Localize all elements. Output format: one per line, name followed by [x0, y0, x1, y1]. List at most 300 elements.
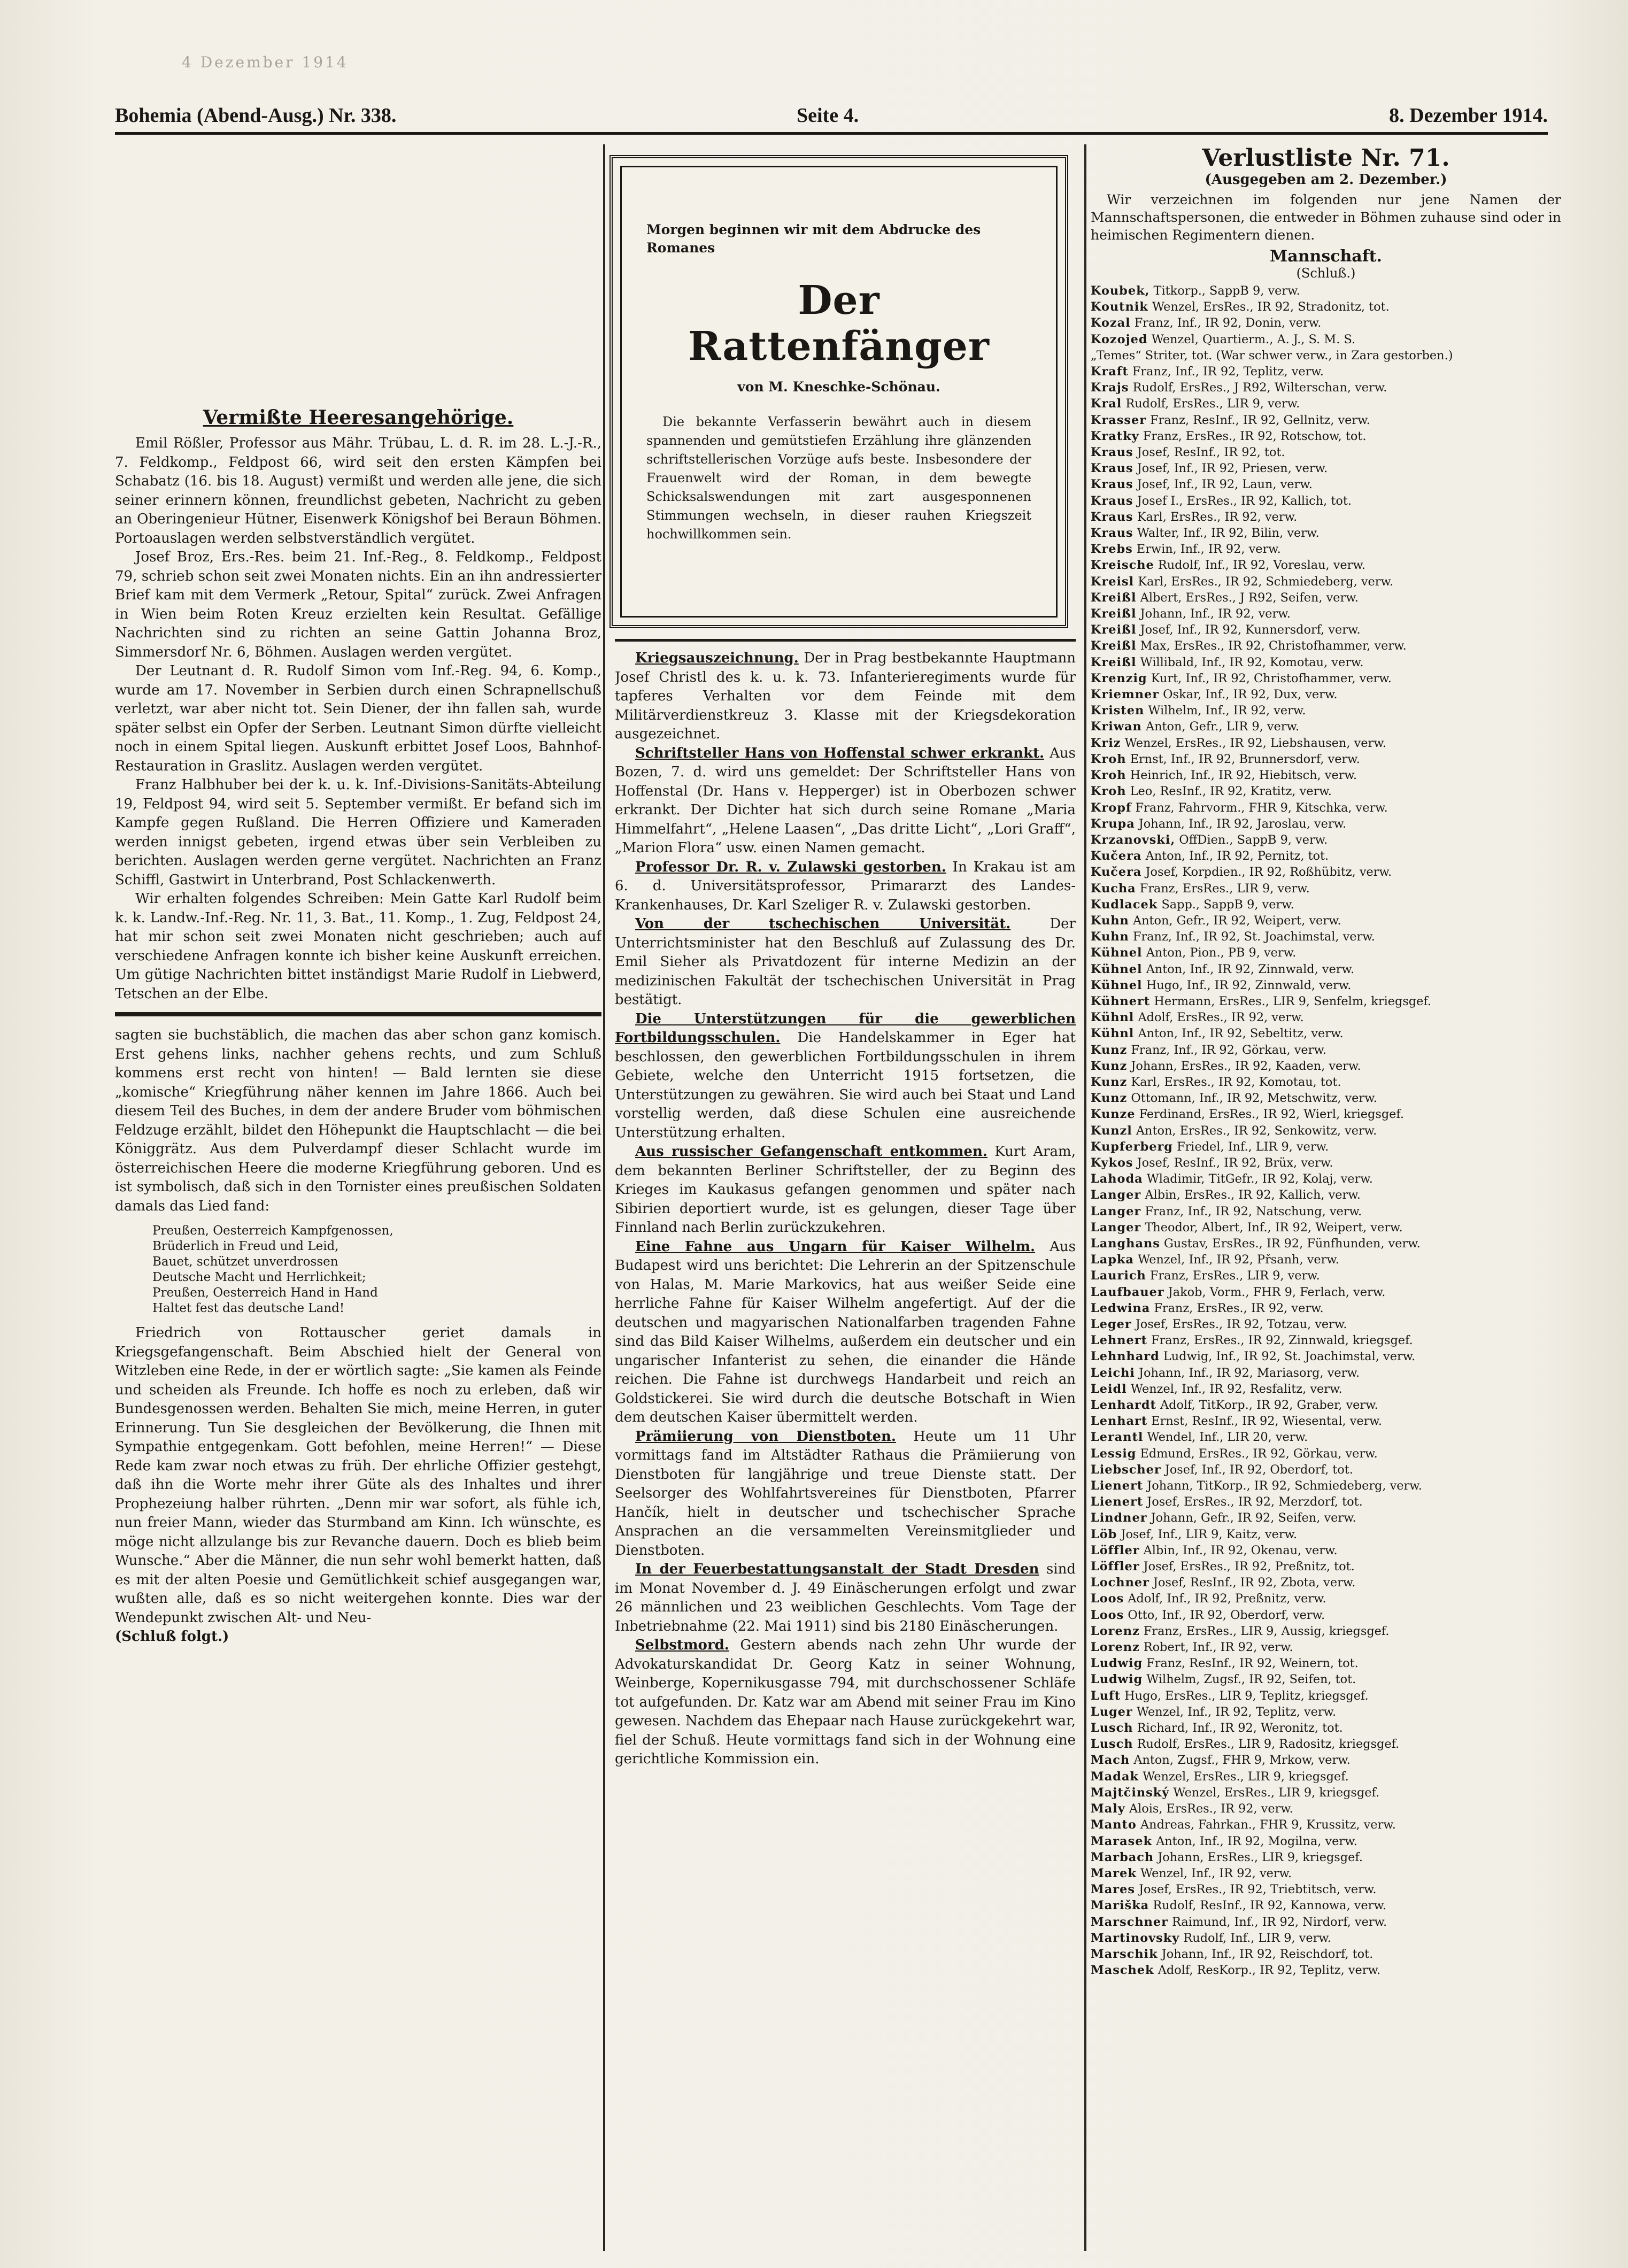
- casualty-surname: Mares: [1091, 1883, 1135, 1897]
- casualty-surname: Kunze: [1091, 1107, 1136, 1122]
- casualty-details: Rudolf, Inf., IR 92, Voreslau, verw.: [1158, 558, 1365, 573]
- casualty-entry: [1091, 493, 1561, 509]
- casualty-entry: [1091, 1785, 1561, 1801]
- casualty-entry: [1091, 509, 1561, 525]
- casualty-details: Titkorp., SappB 9, verw.: [1153, 284, 1300, 298]
- casualty-details: Josef, ErsRes., IR 92, Triebtitsch, verw.: [1139, 1883, 1377, 1897]
- section-heading: Mannschaft.: [1270, 247, 1382, 266]
- announcement-intro: Morgen beginnen wir mit dem Abdrucke des Romanes: [646, 222, 981, 256]
- casualty-entry: [1091, 1930, 1561, 1946]
- section-subheading: (Schluß.): [1296, 266, 1356, 281]
- casualty-entry: [1091, 864, 1561, 880]
- missing-soldier-notice: Wir erhalten folgendes Schreiben: Mein Gatte Karl Rudolf beim k. k. Landw.-Inf.-Reg. Nr. 11, 3. Bat., 11. Komp., 1. Zug, Feldpost 24, hat mir schon seit zwei Monaten nicht geschrieben; auch auf verschiedene Anfragen konnte ich bisher keine Auskunft erreichen. Um gütige Nachrichten bittet inständigst Marie Rudolf in Liebwerd, Tetschen an der Elbe.: [115, 891, 601, 1002]
- casualty-surname: Lerantl: [1091, 1430, 1144, 1445]
- casualty-entry: [1091, 428, 1561, 444]
- casualty-surname: Kreißl: [1091, 623, 1137, 637]
- casualty-surname: Lorenz: [1091, 1640, 1140, 1655]
- casualty-surname: Lessig: [1091, 1446, 1137, 1461]
- page-header: [115, 101, 1548, 135]
- casualty-entry: [1091, 1817, 1561, 1833]
- news-text: In Krakau ist am 6. d. Universitätsprofessor, Primararzt des Landes-Krankenhauses, Dr. Karl Szeliger R. v. Zulawski gestorben.: [615, 859, 1076, 913]
- casualty-entry: [1091, 735, 1561, 751]
- casualty-surname: Kral: [1091, 397, 1122, 411]
- news-lede: Von der tschechischen Universität.: [635, 916, 1011, 932]
- casualty-details: Albert, ErsRes., J R92, Seifen, verw.: [1140, 590, 1359, 605]
- casualty-entry: [1091, 299, 1561, 315]
- casualty-entry: [1091, 1139, 1561, 1155]
- casualty-surname: Majtčinský: [1091, 1785, 1170, 1800]
- casualty-entry: [1091, 816, 1561, 832]
- casualty-surname: Marasek: [1091, 1834, 1152, 1848]
- casualty-details: Wenzel, ErsRes., IR 92, Stradonitz, tot.: [1152, 300, 1390, 314]
- casualty-details: Adolf, ResKorp., IR 92, Teplitz, verw.: [1158, 1963, 1381, 1978]
- casualty-details: Heinrich, Inf., IR 92, Hiebitsch, verw.: [1130, 768, 1357, 783]
- casualty-details: Anton, Inf., IR 92, Mogilna, verw.: [1156, 1834, 1357, 1848]
- novel-author: von M. Kneschke-Schönau.: [737, 379, 940, 395]
- casualty-details: Franz, ErsRes., LIR 9, Aussig, kriegsgef.: [1143, 1624, 1390, 1638]
- casualty-details: Josef, ErsRes., IR 92, Totzau, verw.: [1135, 1317, 1347, 1331]
- casualty-details: Anton, Gefr., IR 92, Weipert, verw.: [1132, 913, 1341, 928]
- casualty-entry: [1091, 380, 1561, 396]
- casualty-entry: [1091, 1155, 1561, 1171]
- casualty-surname: Lusch: [1091, 1737, 1133, 1752]
- casualty-entry: [1091, 1494, 1561, 1510]
- news-text: Der in Prag bestbekannte Hauptmann Josef Christl des k. u. k. 73. Infanterieregiments wurde für tapferes Verhalten vor dem Feinde mit dem Militärverdienstkreuz 3. Klasse mit der Kriegsdekoration ausgezeichnet.: [615, 650, 1076, 742]
- casualty-details: Raimund, Inf., IR 92, Nirdorf, verw.: [1172, 1915, 1387, 1929]
- casualty-details: OffDien., SappB 9, verw.: [1179, 832, 1328, 847]
- casualty-entry: [1091, 1671, 1561, 1687]
- news-lede: Die Unterstützungen für die gewerblichen Fortbildungsschulen.: [615, 1010, 1076, 1046]
- casualty-surname: Maschek: [1091, 1963, 1154, 1978]
- casualty-entry: [1091, 1462, 1561, 1478]
- casualty-entry: [1091, 1526, 1561, 1542]
- casualty-entry: [1091, 444, 1561, 460]
- casualty-details: Willibald, Inf., IR 92, Komotau, verw.: [1140, 655, 1364, 669]
- casualty-entry: [1091, 703, 1561, 719]
- casualty-details: Ludwig, Inf., IR 92, St. Joachimstal, verw.: [1163, 1349, 1416, 1364]
- casualty-surname: Mach: [1091, 1753, 1130, 1768]
- to-be-continued: (Schluß folgt.): [115, 1629, 229, 1645]
- casualty-details: Franz, Fahrvorm., FHR 9, Kitschka, verw.: [1135, 800, 1388, 815]
- casualty-details: Anton, Inf., IR 92, Zinnwald, verw.: [1146, 962, 1355, 976]
- casualty-surname: Lenhardt: [1091, 1398, 1156, 1413]
- casualty-details: Richard, Inf., IR 92, Weronitz, tot.: [1137, 1721, 1343, 1735]
- casualty-surname: Luger: [1091, 1704, 1133, 1719]
- casualty-entry: [1091, 929, 1561, 945]
- casualty-entry: [1091, 1025, 1561, 1042]
- casualty-surname: Kunz: [1091, 1091, 1128, 1106]
- casualty-entry: [1091, 1236, 1561, 1252]
- news-item: [615, 1636, 1076, 1769]
- casualty-details: Wenzel, ErsRes., IR 92, Liebshausen, verw.: [1124, 736, 1386, 750]
- casualty-entry: [1091, 1720, 1561, 1736]
- news-item: [615, 858, 1076, 915]
- casualty-list: [1091, 283, 1561, 1978]
- casualty-details: Karl, ErsRes., IR 92, verw.: [1137, 510, 1298, 524]
- casualty-entry: [1091, 1752, 1561, 1768]
- news-text: Gestern abends nach zehn Uhr wurde der Advokaturskandidat Dr. Georg Katz in seiner Wohnung, Weinberge, Kopernikusgasse 794, mit durchschossener Schläfe tot aufgefunden. Dr. Katz war am Abend mit seiner Frau im Kino gewesen. Nachdem das Ehepaar nach Hause zurückgekehrt war, fiel der Schuß. Heute vormittags fand sich in der Wohnung eine gerichtliche Kommission ein.: [615, 1637, 1076, 1767]
- casualty-surname: Laufbauer: [1091, 1285, 1164, 1299]
- casualty-details: Albin, Inf., IR 92, Okenau, verw.: [1143, 1543, 1338, 1557]
- casualty-entry: [1091, 1381, 1561, 1397]
- casualty-details: Karl, ErsRes., IR 92, Komotau, tot.: [1131, 1075, 1341, 1089]
- casualty-surname: Madak: [1091, 1769, 1139, 1784]
- casualty-surname: Kučera: [1091, 849, 1142, 863]
- casualty-surname: Koubek,: [1091, 284, 1150, 298]
- news-text: Aus Budapest wird uns berichtet: Die Lehrerin an der Spitzenschule von Halas, M. Marie Markovics, hat aus weißer Seide eine herrliche Fahne für Kaiser Wilhelm angefertigt. Auf der die deutschen und magyarischen Nationalfarben tragenden Fahne sind das Bild Kaiser Wilhelms, außerdem ein deutscher und ein ungarischer Infanterist zu sehen, die einander die Hände reichen. Die Fahne ist durchwegs Handarbeit und reich an Goldstickerei. Sie wird durch die deutsche Botschaft in Wien dem deutschen Kaiser übermittelt werden.: [615, 1238, 1076, 1425]
- casualty-surname: Kunz: [1091, 1075, 1128, 1089]
- novel-title: Der Rattenfänger: [688, 277, 990, 369]
- casualty-surname: Kudlacek: [1091, 897, 1158, 912]
- casualty-surname: Lienert: [1091, 1495, 1144, 1509]
- casualty-surname: Kunz: [1091, 1043, 1128, 1057]
- casualty-surname: Kriwan: [1091, 720, 1142, 734]
- casualty-surname: Lapka: [1091, 1253, 1134, 1267]
- casualty-entry: [1091, 460, 1561, 476]
- casualty-surname: Martinovsky: [1091, 1931, 1180, 1945]
- casualty-entry: [1091, 945, 1561, 961]
- casualty-surname: Ledwina: [1091, 1301, 1151, 1315]
- casualty-details: Franz, ResInf., IR 92, Gellnitz, verw.: [1150, 413, 1370, 427]
- casualty-entry: [1091, 1655, 1561, 1671]
- casualty-surname: Koutnik: [1091, 300, 1148, 314]
- casualty-surname: Laurich: [1091, 1269, 1146, 1283]
- casualty-entry: [1091, 1542, 1561, 1559]
- casualty-details: Albin, ErsRes., IR 92, Kallich, verw.: [1145, 1188, 1361, 1202]
- casualty-details: Franz, ErsRes., IR 92, Rotschow, tot.: [1143, 429, 1367, 443]
- casualty-entry: [1091, 993, 1561, 1009]
- news-item: [615, 1428, 1076, 1561]
- casualty-surname: Krzanovski,: [1091, 832, 1176, 847]
- news-item: [615, 649, 1076, 744]
- casualty-surname: Marschner: [1091, 1915, 1168, 1929]
- casualty-details: Franz, Inf., IR 92, Görkau, verw.: [1131, 1043, 1326, 1057]
- casualty-entry: [1091, 1575, 1561, 1591]
- casualty-surname: Krasser: [1091, 413, 1147, 427]
- casualty-details: Wenzel, Inf., IR 92, Teplitz, verw.: [1136, 1704, 1337, 1719]
- casualty-surname: Kraus: [1091, 493, 1133, 508]
- casualty-details: Franz, Inf., IR 92, Natschung, verw.: [1145, 1204, 1362, 1218]
- feuilleton-rule: [115, 1012, 601, 1016]
- casualty-details: Leo, ResInf., IR 92, Kratitz, verw.: [1130, 784, 1332, 799]
- casualty-surname: Löb: [1091, 1527, 1117, 1541]
- casualty-details: Franz, Inf., IR 92, Teplitz, verw.: [1132, 365, 1324, 379]
- casualty-surname: Langhans: [1091, 1236, 1160, 1251]
- casualty-entry: [1091, 1252, 1561, 1268]
- casualty-entry: [1091, 1446, 1561, 1462]
- casualty-entry: [1091, 1946, 1561, 1962]
- casualty-surname: Lochner: [1091, 1576, 1149, 1590]
- news-lede: Eine Fahne aus Ungarn für Kaiser Wilhelm.: [635, 1238, 1036, 1255]
- casualty-details: Adolf, ErsRes., IR 92, verw.: [1138, 1010, 1304, 1025]
- casualty-surname: Kühnel: [1091, 978, 1143, 992]
- casualty-surname: Kreisl: [1091, 574, 1135, 589]
- casualty-details: Wenzel, Inf., IR 92, Resfalitz, verw.: [1130, 1382, 1342, 1396]
- casualty-surname: Marschik: [1091, 1947, 1158, 1961]
- casualty-details: Alois, ErsRes., IR 92, verw.: [1129, 1802, 1293, 1816]
- feuilleton-paragraph: sagten sie buchstäblich, die machen das aber schon ganz komisch. Erst gehens links, nachher gehens rechts, und zum Schluß kommens erst recht von hinten! — Bald lernten sie diese „komische“ Kriegführung näher kennen im Jahre 1866. Auch bei diesem Teil des Buches, in dem der andere Bruder vom böhmischen Feldzuge erzählt, bildet den Höhepunkt die Hauptschlacht — die bei Königgrätz. Aus dem Pulverdampf dieser Schlacht wurde im österreichischen Heere die moderne Kriegführung geboren. Und es ist symbolisch, daß sich in den Tornister eines preußischen Soldaten damals das Lied fand:: [115, 1027, 601, 1214]
- casualty-surname: Leidl: [1091, 1382, 1127, 1396]
- casualty-details: Jakob, Vorm., FHR 9, Ferlach, verw.: [1168, 1285, 1386, 1299]
- casualty-details: Anton, Pion., PB 9, verw.: [1146, 946, 1297, 960]
- news-item: [615, 1238, 1076, 1428]
- casualty-details: Josef, Inf., IR 92, Kunnersdorf, verw.: [1140, 623, 1361, 637]
- casualty-surname: Luft: [1091, 1688, 1121, 1703]
- news-text: Der Unterrichtsminister hat den Beschluß auf Zulassung des Dr. Emil Sieher als Privatdozent für interne Medizin an der medizinischen Fakultät der tschechischen Universität in Prag bestätigt.: [615, 916, 1076, 1008]
- news-lede: In der Feuerbestattungsanstalt der Stadt Dresden: [635, 1561, 1039, 1577]
- casualty-entry: [1091, 1058, 1561, 1074]
- casualty-details: Franz, ErsRes., IR 92, Zinnwald, kriegsgef.: [1151, 1333, 1413, 1348]
- casualty-entry: [1091, 1300, 1561, 1316]
- casualty-entry: [1091, 1962, 1561, 1978]
- casualty-details: Wladimir, TitGefr., IR 92, Kolaj, verw.: [1146, 1172, 1373, 1186]
- casualty-details: Robert, Inf., IR 92, verw.: [1143, 1640, 1293, 1655]
- casualty-list-intro: Wir verzeichnen im folgenden nur jene Namen der Mannschaftspersonen, die entweder in Böhmen zuhause sind oder in heimischen Regimentern dienen.: [1091, 192, 1561, 243]
- casualty-entry: [1091, 1413, 1561, 1429]
- news-item: [615, 1143, 1076, 1238]
- column-rule-right: [1084, 144, 1086, 2251]
- casualty-entry: [1091, 977, 1561, 993]
- casualty-entry: [1091, 1623, 1561, 1639]
- casualty-entry: [1091, 1284, 1561, 1300]
- casualty-details: Franz, ErsRes., LIR 9, verw.: [1149, 1269, 1320, 1283]
- casualty-entry: [1091, 751, 1561, 767]
- casualty-details: Walter, Inf., IR 92, Bilin, verw.: [1137, 526, 1320, 541]
- casualty-details: Josef, ResInf., IR 92, tot.: [1137, 445, 1285, 460]
- casualty-surname: Kühnert: [1091, 994, 1151, 1008]
- poem-line: Brüderlich in Freud und Leid,: [152, 1239, 339, 1253]
- casualty-entry: [1091, 1348, 1561, 1364]
- casualty-surname: Lusch: [1091, 1721, 1133, 1735]
- casualty-details: Theodor, Albert, Inf., IR 92, Weipert, verw.: [1145, 1220, 1403, 1235]
- missing-soldier-notice: Emil Rößler, Professor aus Mähr. Trübau, L. d. R. im 28. L.-J.-R., 7. Feldkomp., Feldpost 66, wird seit den ersten Kämpfen bei Schabatz (16. bis 18. August) vermißt und werden alle jene, die sich seiner erinnern können, freundlichst gebeten, Nachricht zu geben an Oberingenieur Hütner, Eisenwerk Königshof bei Beraun Böhmen. Portoauslagen werden selbstverständlich vergütet.: [115, 435, 601, 546]
- casualty-entry: [1091, 1042, 1561, 1058]
- casualty-details: Johann, Inf., IR 92, verw.: [1140, 607, 1291, 621]
- novel-blurb: Die bekannte Verfasserin bewährt auch in diesem spannenden und gemütstiefen Erzählung ihre glänzenden schriftstellerischen Vorzüge aufs beste. Insbesondere der Frauenwelt wird der Roman, in dem bewegte Schicksalswendungen mit zart ausgesponnenen Stimmungen wechseln, in dieser rauhen Kriegszeit hochwillkommen sein.: [646, 414, 1031, 542]
- casualty-entry: [1091, 1268, 1561, 1284]
- casualty-details: Wenzel, ErsRes., LIR 9, kriegsgef.: [1143, 1769, 1349, 1784]
- casualty-surname: Ludwig: [1091, 1656, 1143, 1671]
- missing-soldier-notice: Josef Broz, Ers.-Res. beim 21. Inf.-Reg., 8. Feldkomp., Feldpost 79, schrieb schon seit zwei Monaten nichts. Ein an ihn andressierter Brief kam mit dem Vermerk „Retour, Spital“ zurück. Zwei Anfragen in Wien beim Roten Kreuz erzielten kein Resultat. Gefällige Nachrichten sind zu richten an seine Gattin Johanna Broz, Simmersdorf Nr. 6, Böhmen. Auslagen werden vergütet.: [115, 549, 601, 660]
- casualty-surname: Lenhart: [1091, 1414, 1148, 1429]
- casualty-entry: [1091, 897, 1561, 913]
- casualty-entry: [1091, 1865, 1561, 1881]
- casualty-entry: [1091, 1478, 1561, 1494]
- casualty-surname: Kristen: [1091, 704, 1145, 718]
- header-page-number: Seite 4.: [797, 104, 859, 127]
- casualty-details: Rudolf, ResInf., IR 92, Kannowa, verw.: [1153, 1899, 1386, 1913]
- casualty-surname: Krenzig: [1091, 671, 1147, 685]
- casualty-surname: Kroh: [1091, 768, 1127, 783]
- news-text: Aus Bozen, 7. d. wird uns gemeldet: Der Schriftsteller Hans von Hoffenstal (Dr. Hans v. Hepperger) ist in Oberbozen schwer erkrankt. Der Dichter hat sich durch seine Romane „Maria Himmelfahrt“, „Helene Laasen“, „Das dritte Licht“, „Lori Graff“, „Marion Flora“ usw. einen Namen gemacht.: [615, 745, 1076, 856]
- casualty-entry: [1091, 1123, 1561, 1139]
- casualty-entry: [1091, 1769, 1561, 1785]
- casualty-details: Wilhelm, Zugsf., IR 92, Seifen, tot.: [1146, 1672, 1356, 1687]
- casualty-surname: Kroh: [1091, 784, 1127, 799]
- casualty-details: Franz, Inf., IR 92, Donin, verw.: [1134, 316, 1322, 330]
- casualty-surname: Kroh: [1091, 752, 1127, 766]
- casualty-entry: [1091, 1397, 1561, 1413]
- casualty-entry: [1091, 331, 1561, 348]
- casualty-details: Franz, Inf., IR 92, St. Joachimstal, verw.: [1132, 930, 1375, 944]
- casualty-entry: [1091, 832, 1561, 848]
- feuilleton-paragraph: Friedrich von Rottauscher geriet damals in Kriegsgefangenschaft. Beim Abschied hielt der General von Witzleben eine Rede, in der er wörtlich sagte: „Sie kamen als Feinde und scheiden als Freunde. Ich hoffe es noch zu erleben, daß wir Bundesgenossen werden. Behalten Sie mich, meine Herren, in guter Erinnerung. Tun Sie desgleichen der Bevölkerung, die Ihnen mit Sympathie entgegenkam. Gott befohlen, meine Herren!“ — Diese Rede kam zwar noch etwas zu früh. Der ehrliche Offizier gestehgt, daß ihn die Worte mehr ihrer Güte als des Inhaltes und ihrer Prophezeiung halber rührten. „Denn mir war sofort, als fühle ich, nun freier Mann, wieder das Sturmband am Kinn. Ich wünschte, es möge nicht allzulange bis zur Revanche dauern. Doch es blieb beim Wunsche.“ Aber die Männer, die nun sehr wohl bemerkt hatten, daß es mit der alten Poesie und Gemütlichkeit schief ausgegangen war, wußten alle, daß es so nicht weitergehen konnte. Dies war der Wendepunkt zwischen Alt- und Neu-: [115, 1325, 601, 1626]
- casualty-details: Adolf, TitKorp., IR 92, Graber, verw.: [1160, 1398, 1378, 1413]
- casualty-details: Wenzel, Inf., IR 92, Přsanh, verw.: [1138, 1253, 1339, 1267]
- casualty-details: Wenzel, ErsRes., LIR 9, kriegsgef.: [1173, 1785, 1380, 1800]
- poem-line: Haltet fest das deutsche Land!: [152, 1301, 345, 1315]
- casualty-entry: [1091, 541, 1561, 557]
- news-lede: Schriftsteller Hans von Hoffenstal schwer erkrankt.: [635, 745, 1045, 761]
- casualty-surname: Kühnl: [1091, 1010, 1135, 1025]
- casualty-surname: Manto: [1091, 1818, 1137, 1832]
- casualty-entry: [1091, 1171, 1561, 1187]
- casualty-surname: Kreißl: [1091, 607, 1137, 621]
- casualty-surname: Kreische: [1091, 558, 1154, 573]
- casualty-entry: [1091, 1316, 1561, 1332]
- casualty-surname: Lienert: [1091, 1479, 1144, 1493]
- casualty-details: Johann, Inf., IR 92, Reischdorf, tot.: [1161, 1947, 1374, 1961]
- casualty-entry: [1091, 881, 1561, 897]
- casualty-entry: [1091, 1559, 1561, 1575]
- casualty-details: Friedel, Inf., LIR 9, verw.: [1177, 1139, 1329, 1154]
- news-item: [615, 915, 1076, 1010]
- casualty-details: Wilhelm, Inf., IR 92, verw.: [1148, 704, 1306, 718]
- casualty-entry: [1091, 348, 1561, 364]
- casualty-details: Josef, Inf., IR 92, Priesen, verw.: [1137, 461, 1328, 476]
- casualty-details: Josef, Korpdien., IR 92, Roßhübitz, verw.: [1145, 865, 1392, 880]
- casualty-entry: [1091, 315, 1561, 331]
- news-lede: Aus russischer Gefangenschaft entkommen.: [635, 1144, 987, 1160]
- casualty-entry: [1091, 767, 1561, 783]
- casualty-surname: Loos: [1091, 1592, 1124, 1606]
- casualty-surname: Lehnert: [1091, 1333, 1147, 1348]
- casualty-details: Franz, ErsRes., IR 92, verw.: [1154, 1301, 1324, 1315]
- casualty-details: Otto, Inf., IR 92, Oberdorf, verw.: [1128, 1608, 1325, 1622]
- casualty-details: Josef, Inf., IR 92, Laun, verw.: [1137, 477, 1313, 492]
- casualty-entry: [1091, 654, 1561, 670]
- casualty-entry: [1091, 1607, 1561, 1623]
- casualty-details: Anton, ErsRes., IR 92, Senkowitz, verw.: [1136, 1123, 1377, 1138]
- casualty-details: Johann, ErsRes., LIR 9, kriegsgef.: [1158, 1850, 1363, 1864]
- casualty-entry: [1091, 800, 1561, 816]
- casualty-details: Hermann, ErsRes., LIR 9, Senfelm, kriegsgef.: [1154, 994, 1431, 1008]
- casualty-entry: [1091, 396, 1561, 412]
- news-text: Heute um 11 Uhr vormittags fand im Altstädter Rathaus die Prämiierung von Dienstboten für langjährige und treue Dienste statt. Der Seelsorger des Wohlfahrtsvereines für Dienstboten, Pfarrer Hančík, hielt in deutscher und tschechischer Sprache Ansprachen an die versammelten Vereinsmitglieder und Dienstboten.: [615, 1428, 1076, 1559]
- casualty-surname: Ludwig: [1091, 1672, 1143, 1687]
- casualty-surname: Mariška: [1091, 1899, 1149, 1913]
- casualty-details: Karl, ErsRes., IR 92, Schmiedeberg, verw.: [1138, 574, 1394, 589]
- casualty-surname: Kucha: [1091, 881, 1136, 896]
- column-left: [115, 406, 601, 2246]
- casualty-details: Rudolf, ErsRes., LIR 9, Radositz, kriegsgef.: [1137, 1737, 1400, 1752]
- casualty-entry: [1091, 590, 1561, 606]
- casualty-details: Josef, ErsRes., IR 92, Preßnitz, tot.: [1143, 1560, 1355, 1574]
- bleed-through-text: 4 Dezember 1914: [182, 53, 349, 71]
- casualty-details: Johann, ErsRes., IR 92, Kaaden, verw.: [1131, 1059, 1361, 1073]
- casualty-surname: Langer: [1091, 1188, 1141, 1202]
- casualty-details: Gustav, ErsRes., IR 92, Fünfhunden, verw.: [1163, 1236, 1421, 1251]
- news-text: sind im Monat November d. J. 49 Einäscherungen erfolgt und zwar 26 männlichen und 23 weiblichen Geschlechts. Vom Tage der Inbetriebnahme (22. Mai 1911) sind bis 2180 Einäscherungen.: [615, 1561, 1076, 1634]
- column-rule-left: [603, 144, 605, 2251]
- casualty-surname: Kykos: [1091, 1155, 1133, 1170]
- casualty-entry: [1091, 1881, 1561, 1897]
- casualty-surname: Lindner: [1091, 1511, 1147, 1525]
- missing-soldiers-headline: Vermißte Heeresangehörige.: [203, 406, 514, 429]
- casualty-surname: Leichi: [1091, 1366, 1135, 1380]
- news-lede: Professor Dr. R. v. Zulawski gestorben.: [635, 859, 946, 875]
- casualty-details: Hugo, ErsRes., LIR 9, Teplitz, kriegsgef.: [1124, 1688, 1369, 1703]
- casualty-surname: Leger: [1091, 1317, 1132, 1331]
- casualty-details: Rudolf, ErsRes., LIR 9, verw.: [1125, 397, 1300, 411]
- casualty-entry: [1091, 283, 1561, 299]
- casualty-details: Rudolf, ErsRes., J R92, Wilterschan, verw.: [1132, 381, 1387, 395]
- casualty-surname: Kuhn: [1091, 913, 1129, 928]
- casualty-surname: Löffler: [1091, 1560, 1140, 1574]
- casualty-surname: Kunz: [1091, 1059, 1128, 1073]
- casualty-surname: Löffler: [1091, 1543, 1140, 1557]
- casualty-entry: [1091, 525, 1561, 541]
- casualty-surname: Krebs: [1091, 542, 1133, 557]
- casualty-surname: Kučera: [1091, 865, 1142, 880]
- casualty-surname: Kühnel: [1091, 962, 1143, 976]
- casualty-details: Kurt, Inf., IR 92, Christofhammer, verw.: [1151, 671, 1392, 685]
- casualty-details: Josef, Inf., LIR 9, Kaitz, verw.: [1121, 1527, 1298, 1541]
- casualty-details: Erwin, Inf., IR 92, verw.: [1136, 542, 1281, 557]
- casualty-entry: [1091, 1510, 1561, 1526]
- casualty-surname: Liebscher: [1091, 1462, 1161, 1477]
- casualty-entry: [1091, 961, 1561, 977]
- column-right: [1091, 144, 1561, 2251]
- casualty-entry: [1091, 1897, 1561, 1914]
- casualty-details: Edmund, ErsRes., IR 92, Görkau, verw.: [1140, 1446, 1378, 1461]
- casualty-details: Johann, Gefr., IR 92, Seifen, verw.: [1151, 1511, 1356, 1525]
- poem-line: Bauet, schützet unverdrossen: [152, 1255, 338, 1269]
- casualty-entry: [1091, 1187, 1561, 1203]
- casualty-details: Josef, ErsRes., IR 92, Merzdorf, tot.: [1147, 1495, 1363, 1509]
- casualty-entry: [1091, 412, 1561, 428]
- news-lede: Kriegsauszeichnung.: [635, 650, 799, 666]
- casualty-surname: Marbach: [1091, 1850, 1154, 1864]
- header-date: 8. Dezember 1914.: [1389, 104, 1548, 127]
- casualty-entry: [1091, 1801, 1561, 1817]
- casualty-surname: Kreißl: [1091, 590, 1137, 605]
- casualty-details: Franz, ResInf., IR 92, Weinern, tot.: [1146, 1656, 1359, 1671]
- casualty-entry: [1091, 1591, 1561, 1607]
- casualty-surname: Kraus: [1091, 510, 1133, 524]
- casualty-entry: [1091, 719, 1561, 735]
- casualty-surname: Langer: [1091, 1220, 1141, 1235]
- missing-soldier-notice: Der Leutnant d. R. Rudolf Simon vom Inf.-Reg. 94, 6. Komp., wurde am 17. November in Serbien durch einen Schrapnellschuß verletzt, war aber nicht tot. Sein Diener, der ihn fallen sah, wurde später selbst ein Opfer der Serben. Leutnant Simon dürfte vielleicht noch in einem Spital liegen. Auskunft erbittet Josef Loos, Bahnhof-Restauration in Graslitz. Auslagen werden vergütet.: [115, 663, 601, 774]
- casualty-details: Anton, Gefr., LIR 9, verw.: [1145, 720, 1300, 734]
- casualty-details: Sapp., SappB 9, verw.: [1161, 897, 1294, 912]
- casualty-surname: Langer: [1091, 1204, 1141, 1218]
- casualty-details: Wenzel, Inf., IR 92, verw.: [1140, 1866, 1292, 1880]
- casualty-surname: Kuhn: [1091, 930, 1129, 944]
- news-item: [615, 1010, 1076, 1143]
- casualty-surname: Kriz: [1091, 736, 1121, 750]
- casualty-surname: Kreißl: [1091, 639, 1137, 653]
- casualty-surname: Kraus: [1091, 461, 1133, 476]
- casualty-surname: Krajs: [1091, 381, 1129, 395]
- casualty-details: Johann, Inf., IR 92, Mariasorg, verw.: [1139, 1366, 1360, 1380]
- casualty-surname: Kozojed: [1091, 332, 1148, 346]
- casualty-details: Wendel, Inf., LIR 20, verw.: [1147, 1430, 1308, 1445]
- casualty-surname: Kühnl: [1091, 1027, 1135, 1041]
- header-issue: Bohemia (Abend-Ausg.) Nr. 338.: [115, 104, 397, 127]
- casualty-entry: [1091, 1090, 1561, 1106]
- casualty-entry: [1091, 622, 1561, 638]
